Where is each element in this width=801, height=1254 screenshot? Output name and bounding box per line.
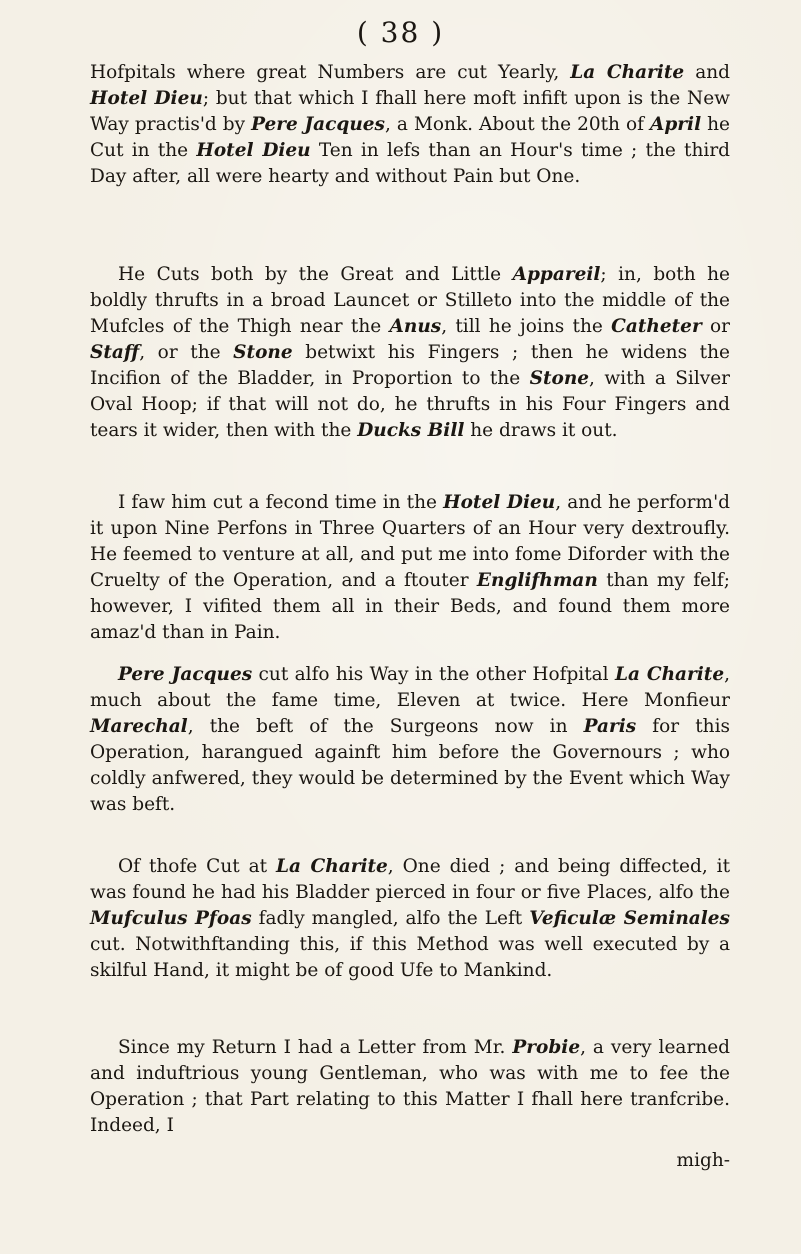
text-run: , and he perform'd it upon Nine Perfons in Three Quarters of an Hour very dextroufly. He feemed to venture at all, and put me into fome Diforder with the Cruelty of the Operation, and a ftouter xyxy=(90,492,730,591)
paragraph-text xyxy=(90,662,730,818)
text-run: ; in, both he boldly thrufts in a broad Launcet or Stilleto into the middle of the Mufcles of the Thigh near the xyxy=(90,264,730,337)
italic-run: Pere Jacques xyxy=(251,114,385,135)
text-run: betwixt his Fingers ; then he widens the Incifion of the Bladder, in Proportion to the xyxy=(90,342,730,389)
italic-run: Marechal xyxy=(90,716,188,737)
italic-run: Ducks Bill xyxy=(357,420,465,441)
catchword: migh- xyxy=(676,1150,730,1171)
text-run: fadly mangled, alfo the Left xyxy=(251,908,530,929)
italic-run: Paris xyxy=(583,716,637,737)
italic-run: Pere Jacques xyxy=(118,664,253,685)
text-run: he Cut in the xyxy=(90,114,730,161)
text-run: , a very learned and induftrious young Gentleman, who was with me to fee the Operation ; that Part relating to this Matter I fhall here tranfcribe. Indeed, I xyxy=(90,1037,730,1136)
text-run: cut. Notwithftanding this, if this Method was well executed by a skilful Hand, it might be of good Ufe to Mankind. xyxy=(90,934,730,981)
italic-run: La Charite xyxy=(570,62,685,83)
italic-run: Appareil xyxy=(512,264,601,285)
text-run: He Cuts both by the Great and Little xyxy=(118,264,513,285)
italic-run: Stone xyxy=(233,342,293,363)
text-run: Of thofe Cut at xyxy=(118,856,277,877)
italic-run: Staff xyxy=(90,342,140,363)
paragraph-4 xyxy=(90,662,730,818)
paragraph-text xyxy=(90,262,730,444)
paragraph-3 xyxy=(90,490,730,646)
text-run: , a Monk. About the 20th of xyxy=(384,114,651,135)
italic-run: La Charite xyxy=(614,664,725,685)
italic-run: Stone xyxy=(529,368,590,389)
text-run: Since my Return I had a Letter from Mr. xyxy=(118,1037,513,1058)
text-run: , One died ; and being diffected, it was found he had his Bladder pierced in four or five Places, alfo the xyxy=(90,856,731,903)
text-run: ; but that which I fhall here moft infift upon is the New Way practis'd by xyxy=(90,88,730,135)
text-run: , the beft of the Surgeons now in xyxy=(187,716,584,737)
text-run: Hofpitals where great Numbers are cut Yearly, xyxy=(90,62,571,83)
text-run: he draws it out. xyxy=(464,420,618,441)
text-run: for this Operation, harangued againft him before the Governours ; who coldly anfwered, they would be determined by the Event which Way was beft. xyxy=(90,716,730,815)
text-run: , or the xyxy=(139,342,234,363)
italic-run: Hotel Dieu xyxy=(443,492,556,513)
text-run: , till he joins the xyxy=(441,316,612,337)
paragraph-text xyxy=(90,1035,730,1139)
italic-run: Englifhman xyxy=(476,570,598,591)
text-run: than my felf; however, I vifited them all in their Beds, and found them more amaz'd than in Pain. xyxy=(90,570,730,643)
paragraph-2 xyxy=(90,262,730,444)
paragraph-text xyxy=(90,60,730,190)
page-number: ( 38 ) xyxy=(356,16,445,49)
text-run: or xyxy=(701,316,730,337)
italic-run: Catheter xyxy=(611,316,702,337)
text-run: cut alfo his Way in the other Hofpital xyxy=(252,664,615,685)
italic-run: Hotel Dieu xyxy=(90,88,203,109)
italic-run: La Charite xyxy=(276,856,388,877)
text-run: Ten in lefs than an Hour's time ; the third Day after, all were hearty and without Pain but One. xyxy=(90,140,730,187)
italic-run: April xyxy=(650,114,702,135)
paragraph-6 xyxy=(90,1035,730,1139)
italic-run: Veficulæ Seminales xyxy=(529,908,730,929)
text-run: , much about the fame time, Eleven at twice. Here Monfieur xyxy=(90,664,731,711)
paragraph-5 xyxy=(90,854,730,984)
paragraph-text xyxy=(90,854,730,984)
italic-run: Hotel Dieu xyxy=(196,140,311,161)
italic-run: Probie xyxy=(512,1037,581,1058)
text-run: I faw him cut a fecond time in the xyxy=(118,492,444,513)
italic-run: Mufculus Pfoas xyxy=(90,908,252,929)
paragraph-1 xyxy=(90,60,730,190)
text-run: and xyxy=(684,62,731,83)
italic-run: Anus xyxy=(389,316,442,337)
text-run: , with a Silver Oval Hoop; if that will not do, he thrufts in his Four Fingers and tears it wider, then with the xyxy=(90,368,730,441)
paragraph-text xyxy=(90,490,730,646)
